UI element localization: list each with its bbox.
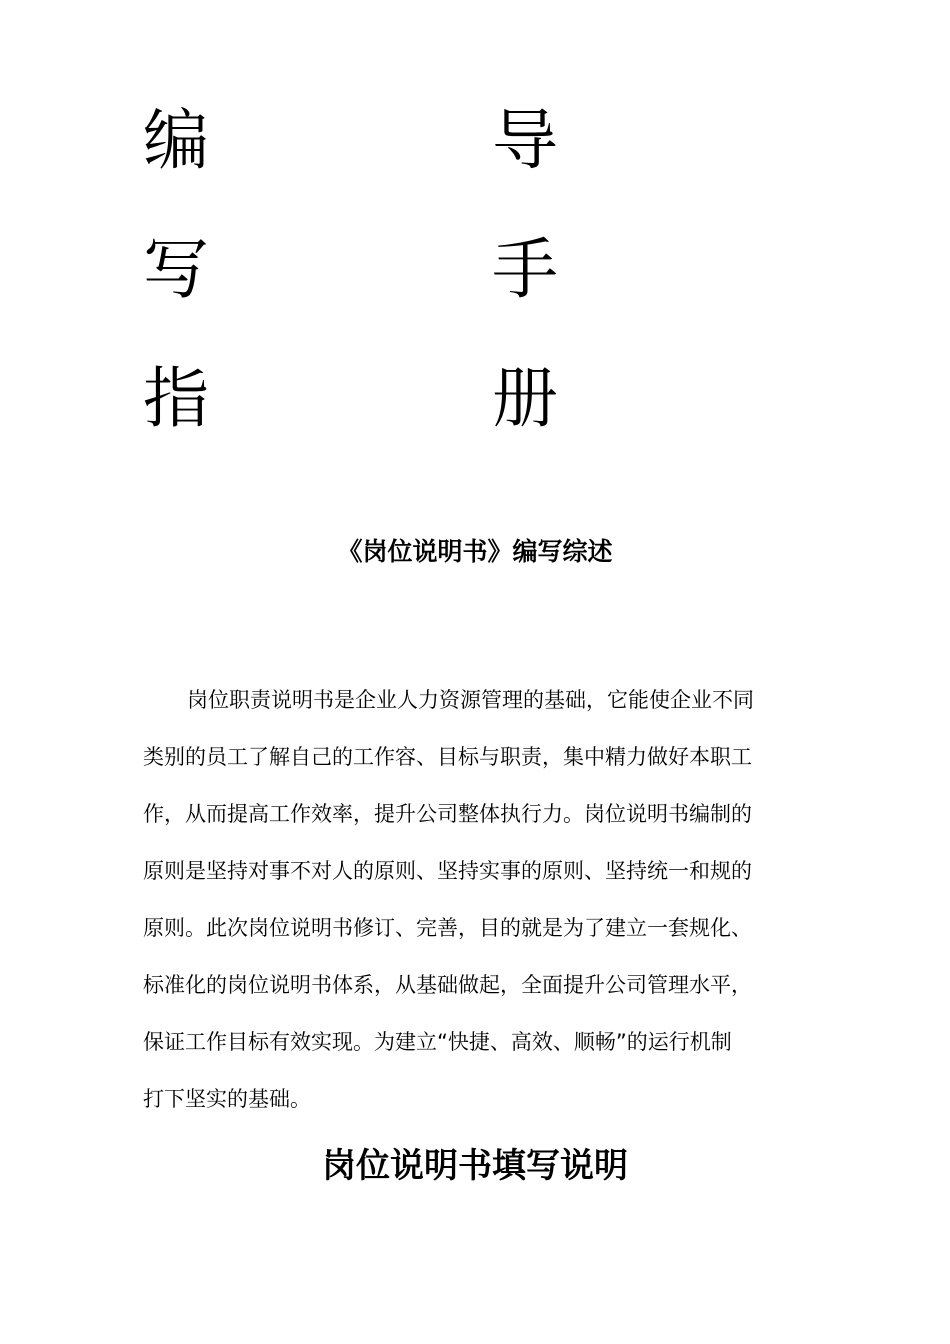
paragraph-line: 标准化的岗位说明书体系，从基础做起，全面提升公司管理水平， (143, 973, 752, 997)
cover-char-right-1: 导 (492, 102, 558, 179)
paragraph-line: 打下坚实的基础。 (143, 1087, 311, 1111)
paragraph-line: 类别的员工了解自己的工作容、目标与职责，集中精力做好本职工 (143, 745, 752, 769)
paragraph-line: 原则。此次岗位说明书修订、完善，目的就是为了建立一套规化、 (143, 916, 752, 940)
cover-char-left-1: 编 (143, 102, 209, 179)
overview-paragraph (143, 672, 808, 1128)
paragraph-line: 作，从而提高工作效率，提升公司整体执行力。岗位说明书编制的 (143, 802, 752, 826)
overview-heading: 《岗位说明书》编写综述 (337, 537, 613, 566)
fill-instructions-heading: 岗位说明书填写说明 (322, 1146, 628, 1186)
paragraph-line: 保证工作目标有效实现。为建立“快捷、高效、顺畅”的运行机制 (143, 1030, 732, 1054)
cover-char-left-3: 指 (143, 360, 209, 437)
paragraph-line: 岗位职责说明书是企业人力资源管理的基础，它能使企业不同 (187, 688, 754, 712)
cover-char-right-3: 册 (492, 360, 558, 437)
paragraph-line: 原则是坚持对事不对人的原则、坚持实事的原则、坚持统一和规的 (143, 859, 752, 883)
cover-char-right-2: 手 (492, 231, 558, 308)
cover-char-left-2: 写 (143, 231, 209, 308)
